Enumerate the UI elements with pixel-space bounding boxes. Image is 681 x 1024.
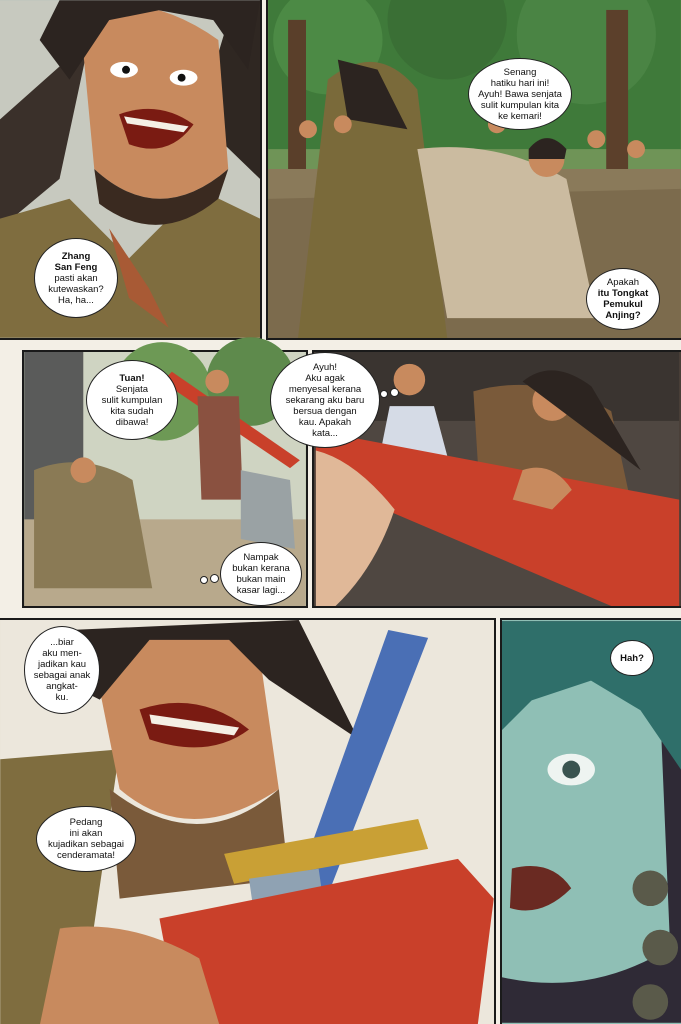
speech-bubble-5: Ayuh! Aku agak menyesal kerana sekarang aku baru bersua dengan kau. Apakah kata... [270,352,380,448]
panel-4 [285,350,681,608]
panel-5 [0,618,496,1024]
speech-bubble-6: Nampak bukan kerana bukan main kasar lagi... [220,542,302,606]
speech-bubble-9: Hah? [610,640,654,676]
speech-bubble-7: ...biar aku men- jadikan kau sebagai anak angkat- ku. [24,626,100,714]
panel-6 [500,618,681,1024]
speech-bubble-4: Tuan! Senjata sulit kumpulan kita sudah dibawa! [86,360,178,440]
speech-bubble-3: Apakah itu Tongkat Pemukul Anjing? [586,268,660,330]
speech-bubble-8: Pedang ini akan kujadikan sebagai cenderamata! [36,806,136,872]
panel-3 [22,350,308,608]
thought-dot [200,576,208,584]
speech-bubble-1: Zhang San Feng pasti akan kutewaskan? Ha, ha... [34,238,118,318]
panel-1 [0,0,262,340]
thought-dot [380,390,388,398]
thought-dot [390,388,399,397]
panel-2 [266,0,681,340]
speech-bubble-2: Senang hatiku hari ini! Ayuh! Bawa senjata sulit kumpulan kita ke kemari! [468,58,572,130]
thought-dot [210,574,219,583]
panel-6-art [502,620,681,1024]
